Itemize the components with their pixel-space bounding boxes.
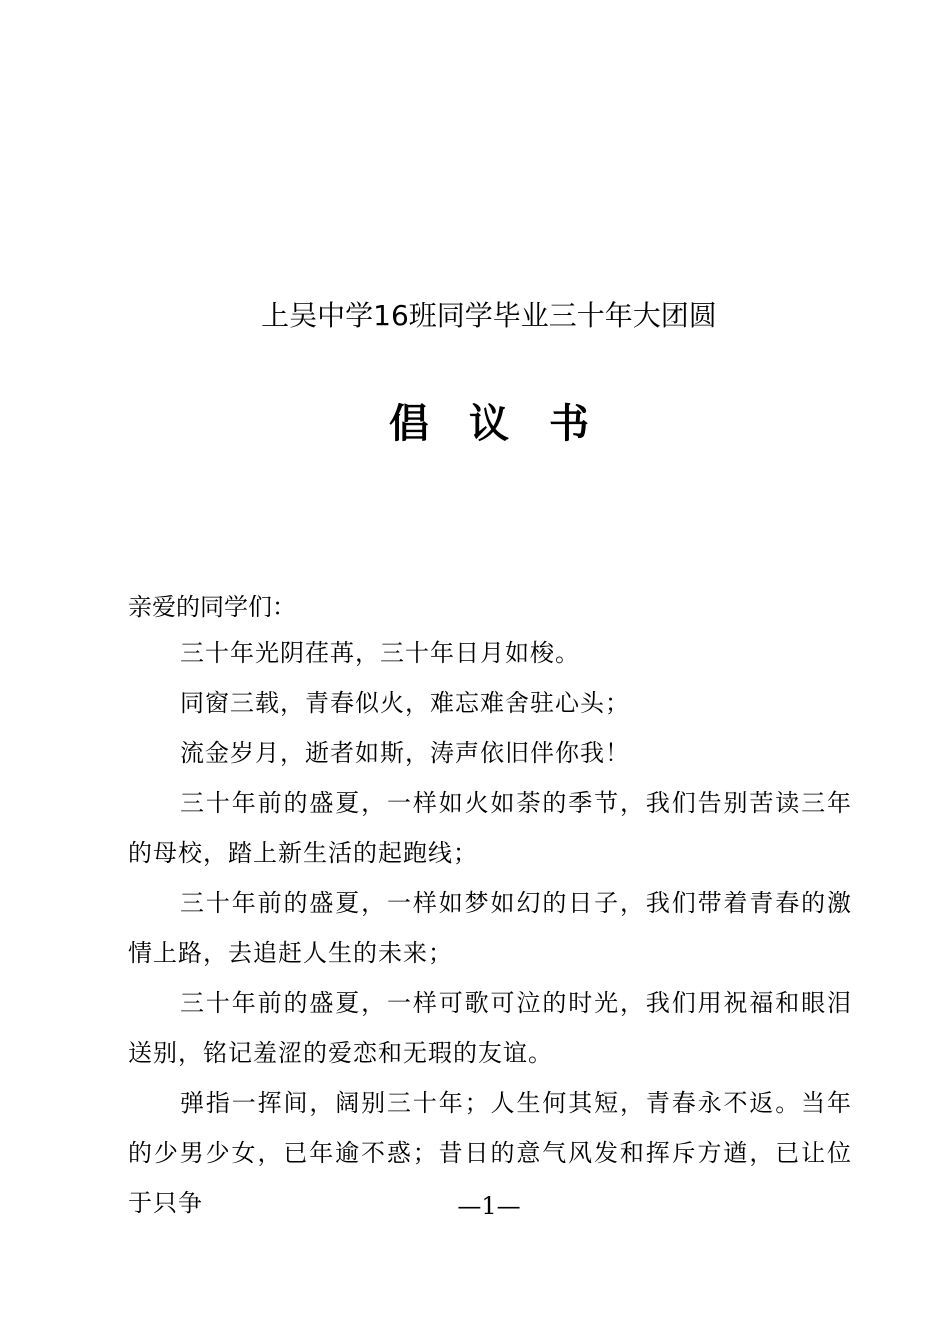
document-heading: 上吴中学16班同学毕业三十年大团圆 [261,299,717,332]
paragraph: 三十年前的盛夏，一样如梦如幻的日子，我们带着青春的激情上路，去追赶人生的未来； [128,889,852,967]
paragraph: 同窗三载，青春似火，难忘难舍驻心头； [180,689,630,717]
body-text [128,628,852,1228]
salutation: 亲爱的同学们： [128,593,296,621]
paragraph: 流金岁月，逝者如斯，涛声依旧伴你我！ [180,739,630,767]
page-number: —1— [457,1192,521,1220]
document-title: 倡议书 [389,401,629,447]
paragraph: 三十年前的盛夏，一样可歌可泣的时光，我们用祝福和眼泪送别，铭记羞涩的爱恋和无瑕的友谊。 [128,989,852,1067]
paragraph: 三十年光阴荏苒，三十年日月如梭。 [180,639,580,667]
paragraph: 弹指一挥间，阔别三十年；人生何其短，青春永不返。当年的少男少女，已年逾不惑；昔日的意气风发和挥斥方遒，已让位于只争 [128,1089,852,1217]
paragraph: 三十年前的盛夏，一样如火如荼的季节，我们告别苦读三年的母校，踏上新生活的起跑线； [128,789,852,867]
